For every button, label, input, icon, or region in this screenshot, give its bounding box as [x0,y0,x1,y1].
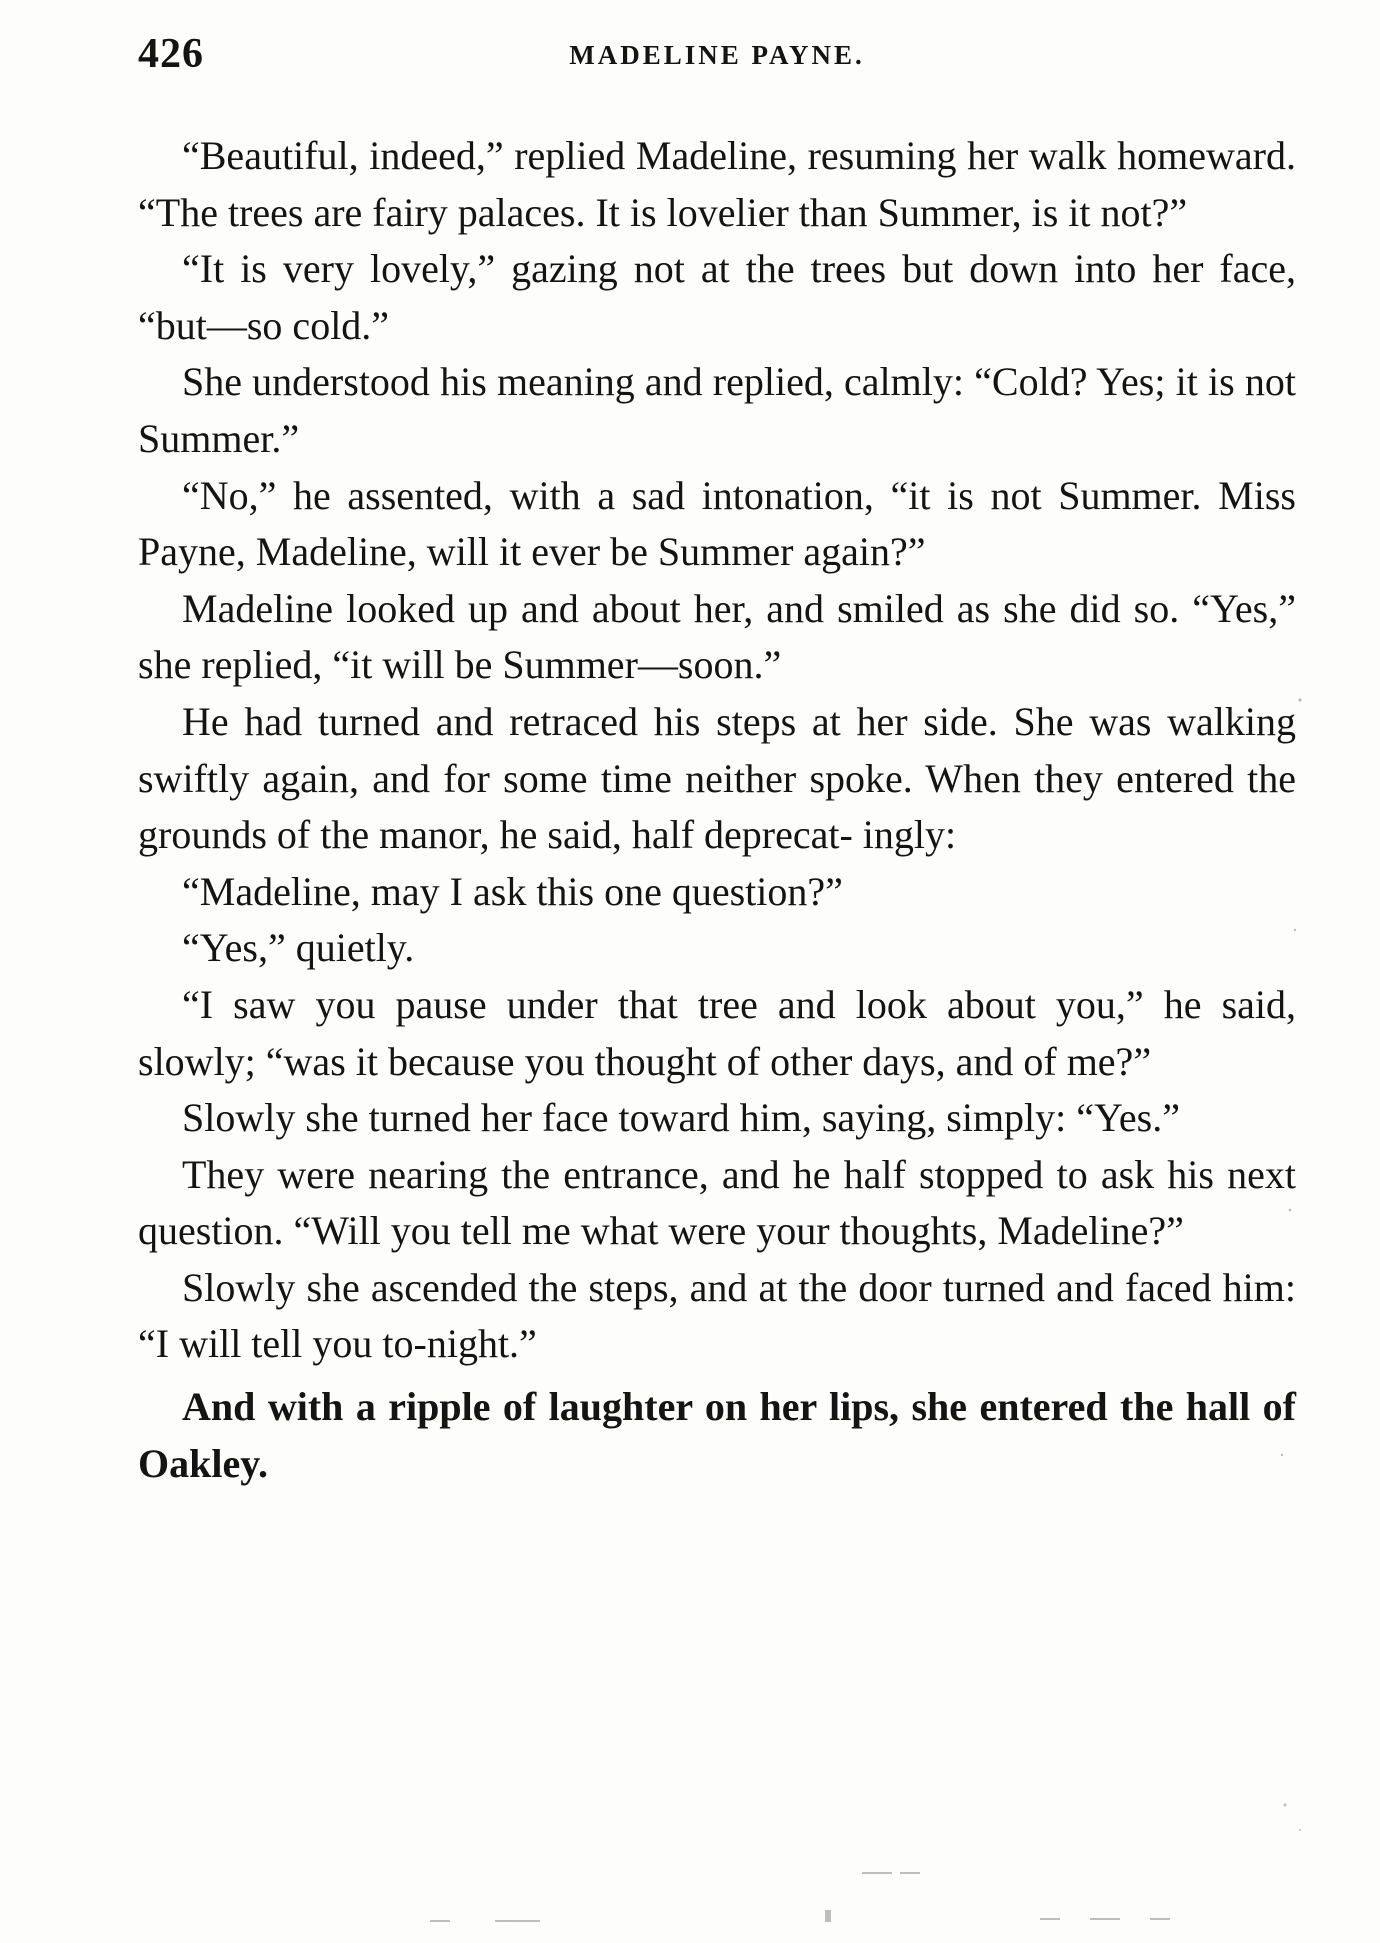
paragraph-13: And with a ripple of laughter on her lips, she entered the hall of Oakley. [138,1384,1296,1486]
page-number: 426 [138,31,204,77]
paragraph-3: She understood his meaning and replied, calmly: “Cold? Yes; it is not Summer.” [138,359,1296,461]
paragraph-12: Slowly she ascended the steps, and at the door turned and faced him: “I will tell you to-night.” [138,1264,1296,1367]
paragraph-10: Slowly she turned her face toward him, saying, simply: “Yes.” [182,1095,1180,1141]
paragraph-6: He had turned and retraced his steps at her side. She was walking swiftly again, and for some time neither spoke. When they entered the grounds of the manor, he said, half deprecat- ingly: [138,698,1296,858]
paragraph-9: “I saw you pause under that tree and look about you,” he said, slowly; “was it because you thought of other days, and of me?” [138,981,1296,1084]
running-title: MADELINE PAYNE. [569,40,865,70]
page-header [138,30,1296,90]
paragraph-4: “No,” he assented, with a sad intonation, “it is not Summer. Miss Payne, Madeline, will it ever be Summer again?” [138,472,1296,575]
paragraph-2: “It is very lovely,” gazing not at the trees but down into her face, “but—so cold.” [138,246,1296,348]
paragraph-8: “Yes,” quietly. [182,925,415,971]
paragraph-11: They were nearing the entrance, and he half stopped to ask his next question. “Will you tell me what were your thoughts, Madeline?” [138,1151,1296,1254]
page-body [138,128,1296,1492]
paragraph-1: “Beautiful, indeed,” replied Madeline, resuming her walk homeward. “The trees are fairy palaces. It is lovelier than Summer, is it not?” [138,133,1296,235]
paragraph-5: Madeline looked up and about her, and smiled as she did so. “Yes,” she replied, “it will be Summer—soon.” [138,585,1296,688]
paragraph-7: “Madeline, may I ask this one question?” [182,868,843,914]
